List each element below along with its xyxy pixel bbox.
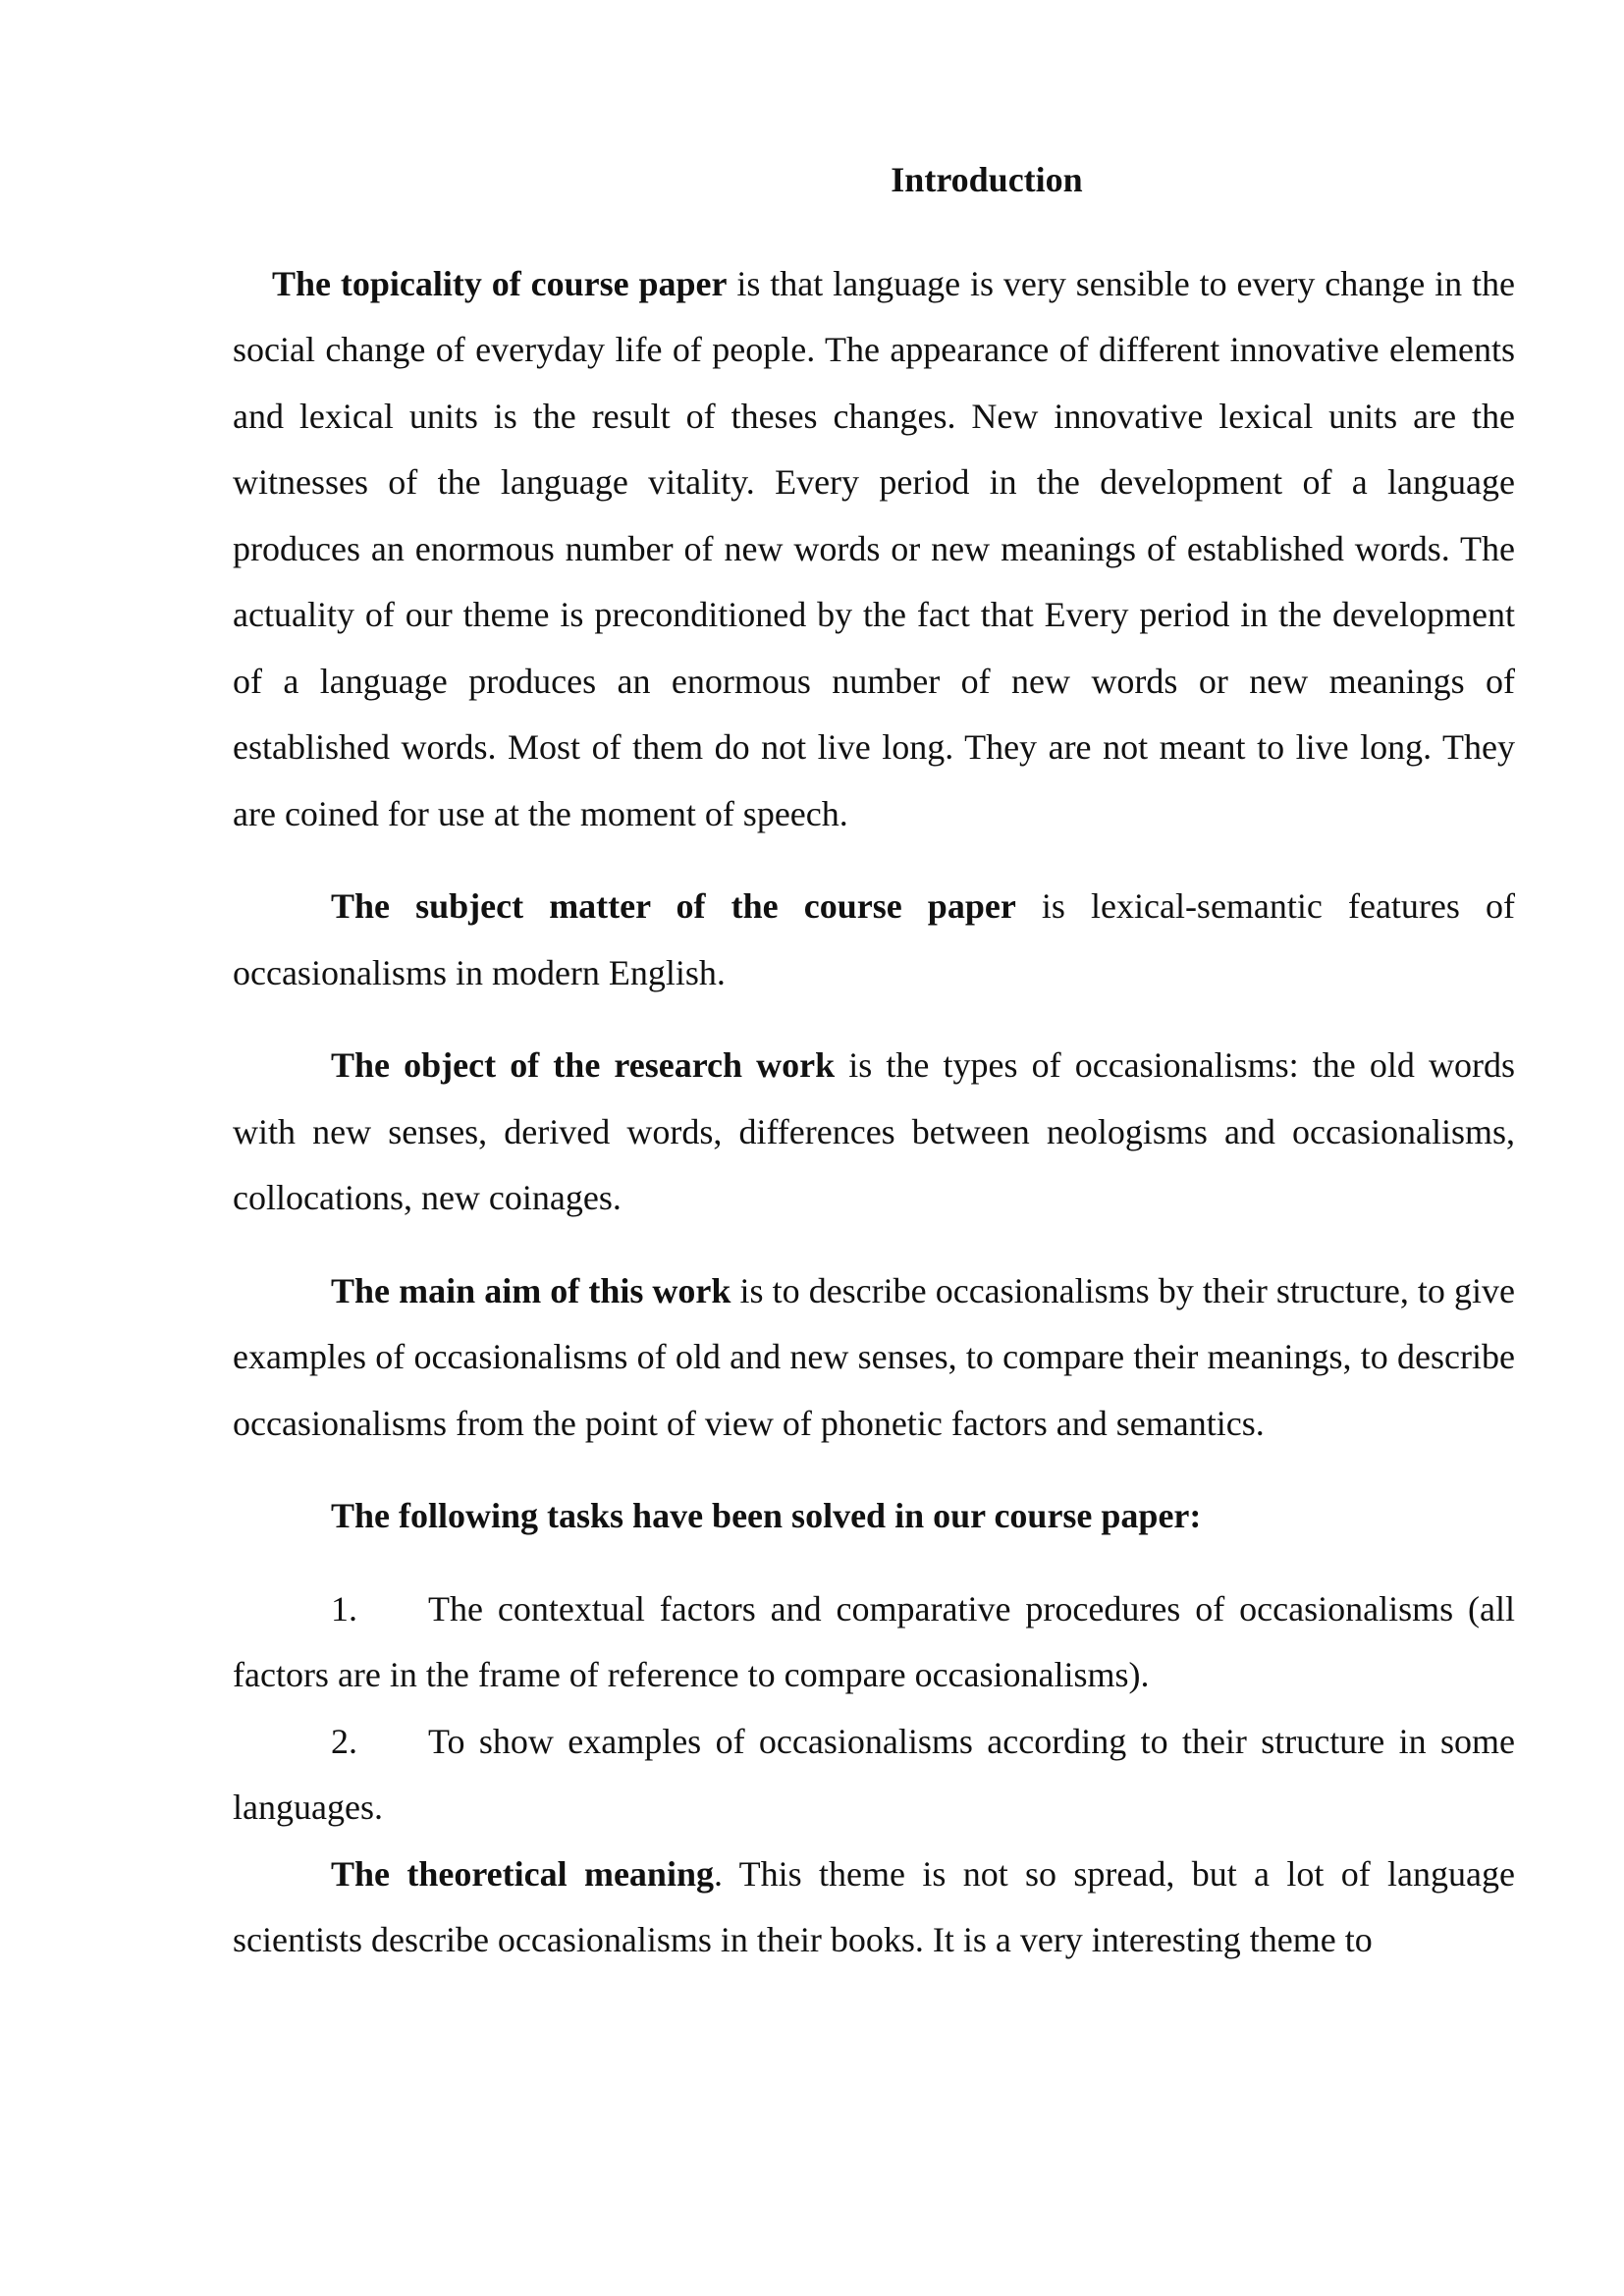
paragraph-object xyxy=(233,1033,1515,1232)
paragraph-theoretical-text: . This theme is not so spread, but a lot of language scientists describe occasionalisms in their books. It is a very interesting theme to xyxy=(233,1853,1515,1959)
paragraph-aim-heading: The main aim of this work xyxy=(331,1270,731,1310)
tasks-heading: The following tasks have been solved in our course paper: xyxy=(331,1496,1202,1535)
task-item-2 xyxy=(233,1709,1515,1842)
task-item-2-text: To show examples of occasionalisms according to their structure in some languages. xyxy=(233,1721,1515,1827)
paragraph-theoretical xyxy=(233,1842,1515,1974)
task-item-1-text: The contextual factors and comparative procedures of occasionalisms (all factors are in the frame of reference to compare occasionalisms). xyxy=(233,1588,1515,1694)
paragraph-object-text: is the types of occasionalisms: the old words with new senses, derived words, differences between neologisms and occasionalisms, collocations, new coinages. xyxy=(233,1045,1515,1217)
paragraph-topicality xyxy=(233,251,1515,848)
task-item-2-number: 2. xyxy=(331,1721,357,1761)
page-title: Introduction xyxy=(891,160,1083,199)
document-body xyxy=(233,147,1515,1974)
paragraph-subject-heading: The subject matter of the course paper xyxy=(331,886,1016,926)
task-item-1-number: 1. xyxy=(331,1588,357,1629)
paragraph-theoretical-heading: The theoretical meaning xyxy=(331,1853,714,1894)
paragraph-aim-text: is to describe occasionalisms by their structure, to give examples of occasionalisms of old and new senses, to compare their meanings, to describe occasionalisms from the point of view of phonetic factors and semantics. xyxy=(233,1270,1515,1443)
paragraph-aim xyxy=(233,1258,1515,1458)
paragraph-subject-text: is lexical-semantic features of occasionalisms in modern English. xyxy=(233,886,1515,992)
paragraph-object-heading: The object of the research work xyxy=(331,1045,836,1085)
paragraph-topicality-heading: The topicality of course paper xyxy=(272,263,728,303)
task-item-1 xyxy=(233,1576,1515,1709)
paragraph-subject xyxy=(233,874,1515,1006)
paragraph-topicality-text: is that language is very sensible to every change in the social change of everyday life of people. The appearance of different innovative elements and lexical units is the result of theses changes. New innovative lexical units are the witnesses of the language vitality. Every period in the development of a language produces an enormous number of new words or new meanings of established words. The actuality of our theme is preconditioned by the fact that Every period in the development of a language produces an enormous number of new words or new meanings of established words. Most of them do not live long. They are not meant to live long. They are coined for use at the moment of speech. xyxy=(233,263,1515,833)
